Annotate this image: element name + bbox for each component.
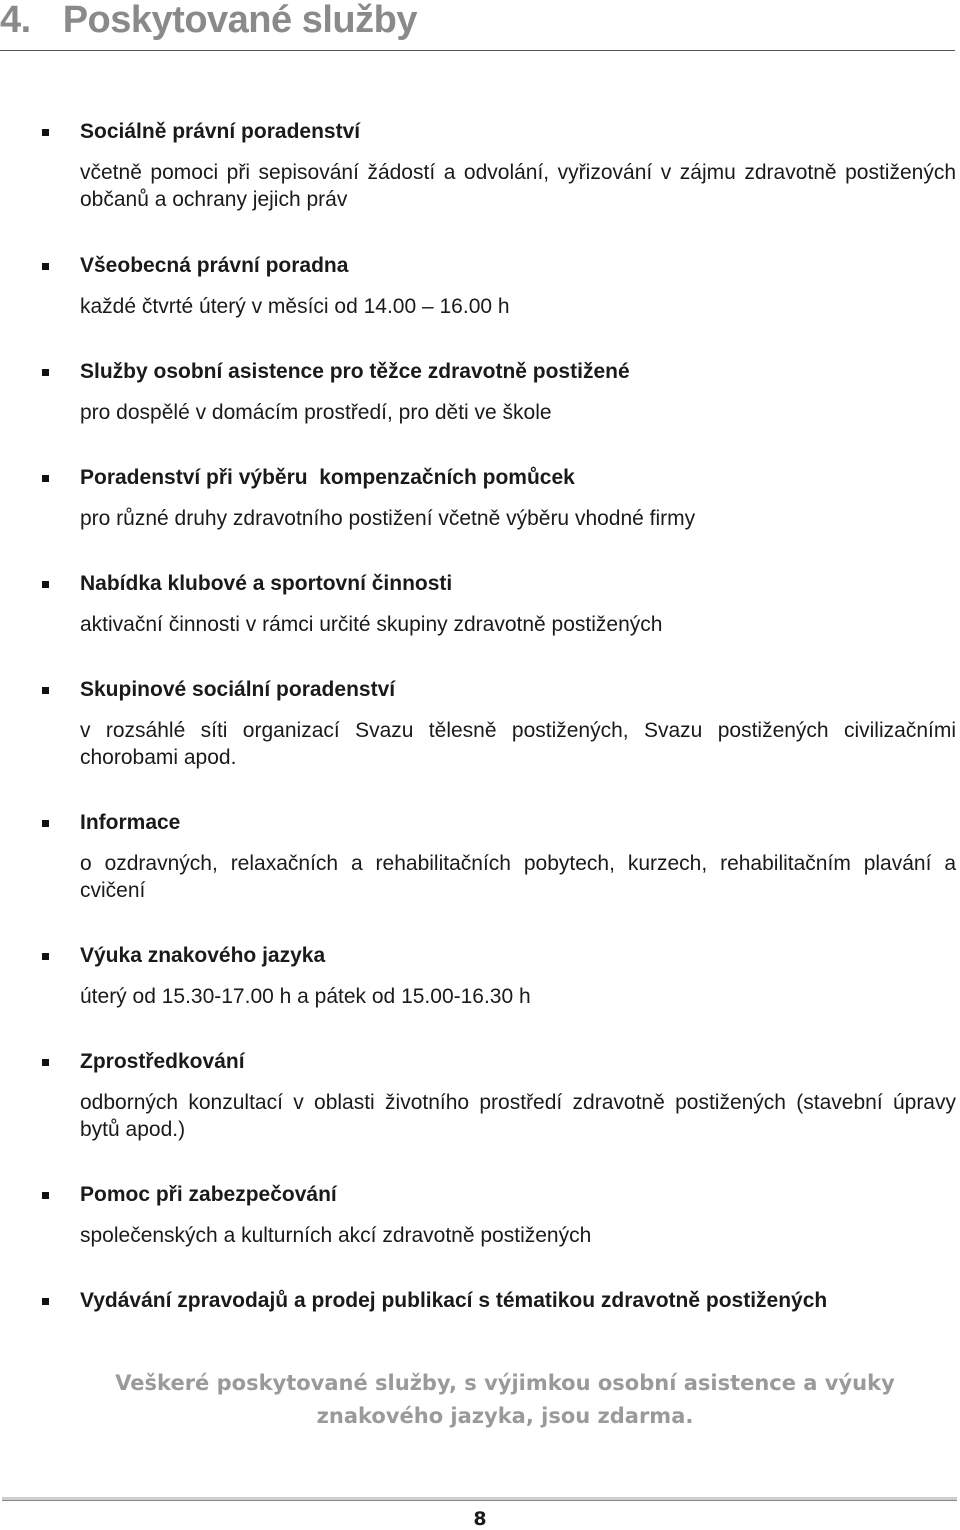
service-title: Služby osobní asistence pro těžce zdravotně postižené — [80, 360, 630, 383]
bullet-icon — [42, 687, 49, 694]
bullet-icon — [42, 1298, 49, 1305]
service-title: Poradenství při výběru kompenzačních pomůcek — [80, 466, 575, 489]
service-title: Pomoc při zabezpečování — [80, 1183, 337, 1206]
service-description: v rozsáhlé síti organizací Svazu tělesně postižených, Svazu postižených civilizačními chorobami apod. — [80, 719, 956, 769]
service-title: Zprostředkování — [80, 1050, 245, 1073]
bullet-icon — [42, 953, 49, 960]
service-description: pro dospělé v domácím prostředí, pro děti ve škole — [80, 401, 552, 424]
service-description: včetně pomoci při sepisování žádostí a odvolání, vyřizování v zájmu zdravotně postižených občanů a ochrany jejich práv — [80, 161, 956, 211]
section-number: 4. — [0, 0, 31, 41]
service-title: Nabídka klubové a sportovní činnosti — [80, 572, 453, 595]
service-title: Informace — [80, 811, 181, 834]
section-title: Poskytované služby — [62, 0, 417, 41]
bullet-icon — [42, 581, 49, 588]
bullet-icon — [42, 1059, 49, 1066]
footer-divider — [2, 1497, 957, 1501]
service-title: Všeobecná právní poradna — [80, 254, 349, 277]
service-title: Vydávání zpravodajů a prodej publikací s tématikou zdravotně postižených — [80, 1289, 828, 1312]
service-description: aktivační činnosti v rámci určité skupiny zdravotně postižených — [80, 613, 663, 636]
bullet-icon — [42, 475, 49, 482]
free-services-note: Veškeré poskytované služby, s výjimkou osobní asistence a výuky znakového jazyka, jsou zdarma. — [115, 1371, 895, 1428]
bullet-icon — [42, 263, 49, 270]
service-description: každé čtvrté úterý v měsíci od 14.00 – 16.00 h — [80, 295, 510, 318]
service-description: o ozdravných, relaxačních a rehabilitačních pobytech, kurzech, rehabilitačním plavání a cvičení — [80, 852, 956, 902]
bullet-icon — [42, 820, 49, 827]
bullet-icon — [42, 129, 49, 136]
bullet-icon — [42, 1192, 49, 1199]
bullet-icon — [42, 369, 49, 376]
service-description: společenských a kulturních akcí zdravotně postižených — [80, 1224, 592, 1247]
service-title: Sociálně právní poradenství — [80, 120, 361, 143]
service-description: úterý od 15.30-17.00 h a pátek od 15.00-16.30 h — [80, 985, 531, 1008]
heading-divider — [0, 50, 955, 51]
service-title: Výuka znakového jazyka — [80, 944, 326, 967]
page-heading — [0, 0, 417, 44]
service-description: pro různé druhy zdravotního postižení včetně výběru vhodné firmy — [80, 507, 696, 530]
page-number: 8 — [473, 1508, 487, 1530]
service-description: odborných konzultací v oblasti životního prostředí zdravotně postižených (stavební úpravy bytů apod.) — [80, 1091, 956, 1141]
service-title: Skupinové sociální poradenství — [80, 678, 396, 701]
